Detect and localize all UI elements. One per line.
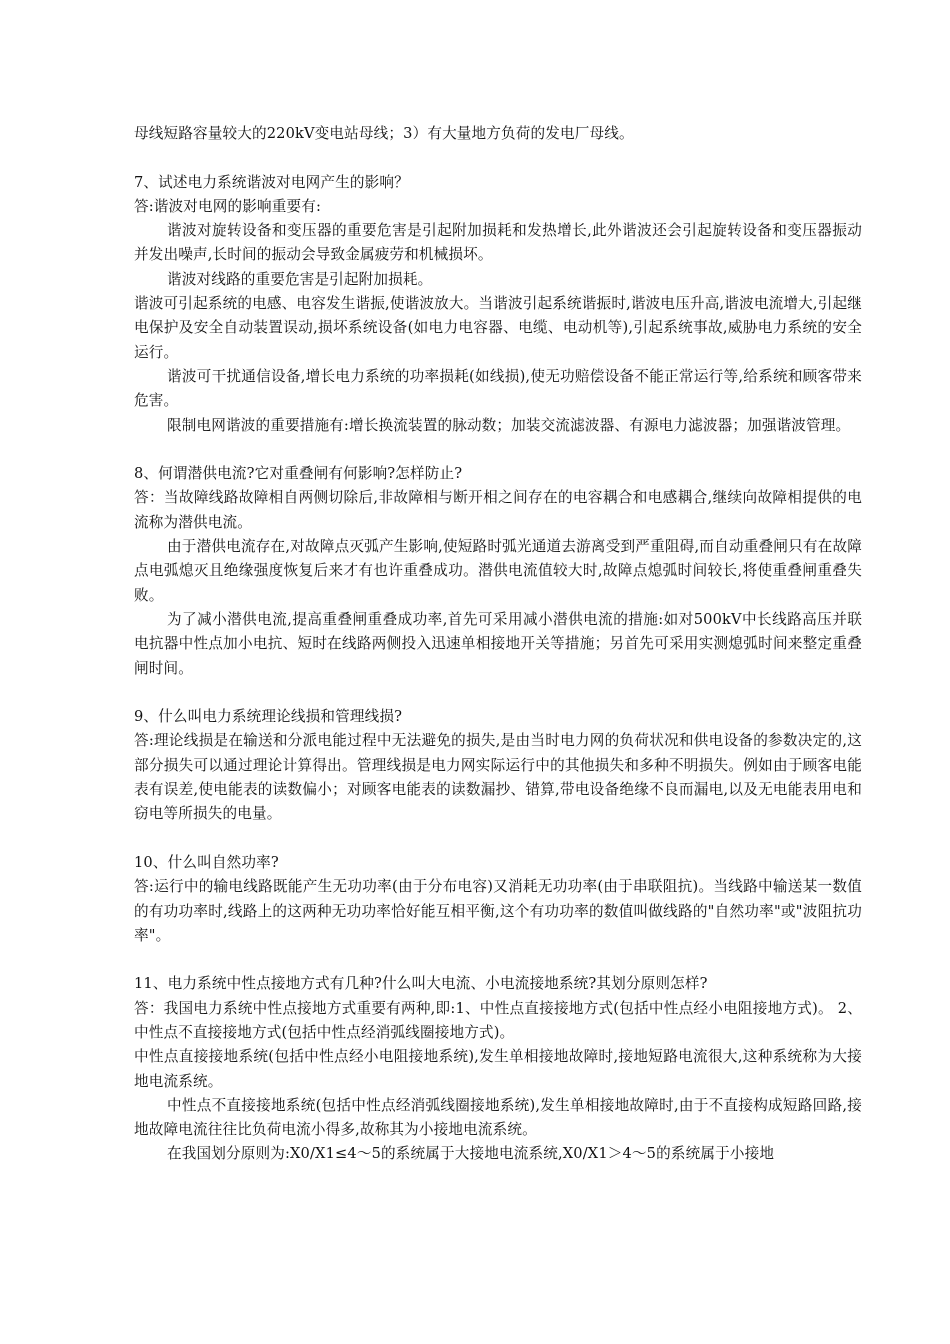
answer-paragraph: 答：我国电力系统中性点接地方式重要有两种,即:1、中性点直接接地方式(包括中性点经小电阻接地方式)。 2、中性点不直接接地方式(包括中性点经消弧线圈接地方式)。 [134,999,862,1041]
section-q7 [134,171,862,438]
answer-paragraph: 答:谐波对电网的影响重要有: [134,197,322,215]
section-q8 [134,462,862,681]
question-heading: 10、什么叫自然功率? [134,853,279,871]
answer-paragraph: 在我国划分原则为:X0/X1≤4～5的系统属于大接地电流系统,X0/X1＞4～5的系统属于小接地 [167,1145,775,1163]
spacer [134,146,862,170]
question-heading: 11、电力系统中性点接地方式有几种?什么叫大电流、小电流接地系统?其划分原则怎样? [134,975,708,993]
section-q10 [134,851,862,948]
answer-paragraph: 谐波对线路的重要危害是引起附加损耗。 [167,270,433,288]
question-heading: 8、何谓潜供电流?它对重叠闸有何影响?怎样防止? [134,465,463,483]
answer-paragraph: 答:运行中的输电线路既能产生无功功率(由于分布电容)又消耗无功功率(由于串联阻抗)。当线路中输送某一数值的有功功率时,线路上的这两种无功功率恰好能互相平衡,这个有功功率的数值叫做线路的"自然功率"或"波阻抗功率"。 [134,878,862,944]
answer-paragraph: 谐波可引起系统的电感、电容发生谐振,使谐波放大。当谐波引起系统谐振时,谐波电压升高,谐波电流增大,引起继电保护及安全自动装置误动,损坏系统设备(如电力电容器、电缆、电动机等),引起系统事故,威胁电力系统的安全运行。 [134,295,862,361]
answer-paragraph: 中性点不直接接地系统(包括中性点经消弧线圈接地系统),发生单相接地故障时,由于不直接构成短路回路,接地故障电流往往比负荷电流小得多,故称其为小接地电流系统。 [134,1096,862,1139]
answer-paragraph: 由于潜供电流存在,对故障点灭弧产生影响,使短路时弧光通道去游离受到严重阻碍,而自动重叠闸只有在故障点电弧熄灭且绝缘强度恢复后来才有也许重叠成功。潜供电流值较大时,故障点熄弧时间较长,将使重叠闸重叠失败。 [134,538,862,604]
document-page [134,122,862,1167]
answer-paragraph: 中性点直接接地系统(包括中性点经小电阻接地系统),发生单相接地故障时,接地短路电流很大,这种系统称为大接地电流系统。 [134,1048,862,1090]
section-q9 [134,705,862,826]
answer-paragraph: 限制电网谐波的重要措施有:增长换流装置的脉动数；加装交流滤波器、有源电力滤波器；加强谐波管理。 [167,416,851,434]
question-heading: 7、试述电力系统谐波对电网产生的影响？ [134,173,409,191]
intro-tail-line: 母线短路容量较大的220kV变电站母线；3）有大量地方负荷的发电厂母线。 [134,125,634,142]
section-q11 [134,972,862,1166]
answer-paragraph: 答:理论线损是在输送和分派电能过程中无法避免的损失,是由当时电力网的负荷状况和供电设备的参数决定的,这部分损失可以通过理论计算得出。管理线损是电力网实际运行中的其他损失和多种不明损失。例如由于顾客电能表有误差,使电能表的读数偏小；对顾客电能表的读数漏抄、错算,带电设备绝缘不良而漏电,以及无电能表用电和窃电等所损失的电量。 [134,732,862,823]
answer-paragraph: 答：当故障线路故障相自两侧切除后,非故障相与断开相之间存在的电容耦合和电感耦合,继续向故障相提供的电流称为潜供电流。 [134,489,862,531]
answer-paragraph: 谐波对旋转设备和变压器的重要危害是引起附加损耗和发热增长,此外谐波还会引起旋转设备和变压器振动并发出噪声,长时间的振动会导致金属疲劳和机械损坏。 [134,222,862,264]
spacer [134,681,862,705]
answer-paragraph: 为了减小潜供电流,提高重叠闸重叠成功率,首先可采用减小潜供电流的措施:如对500kV中长线路高压并联电抗器中性点加小电抗、短时在线路两侧投入迅速单相接地开关等措施；另首先可采用实测熄弧时间来整定重叠闸时间。 [134,610,862,677]
spacer [134,827,862,851]
answer-paragraph: 谐波可干扰通信设备,增长电力系统的功率损耗(如线损),使无功赔偿设备不能正常运行等,给系统和顾客带来危害。 [134,367,862,410]
question-heading: 9、什么叫电力系统理论线损和管理线损? [134,708,403,726]
spacer [134,948,862,972]
spacer [134,438,862,462]
